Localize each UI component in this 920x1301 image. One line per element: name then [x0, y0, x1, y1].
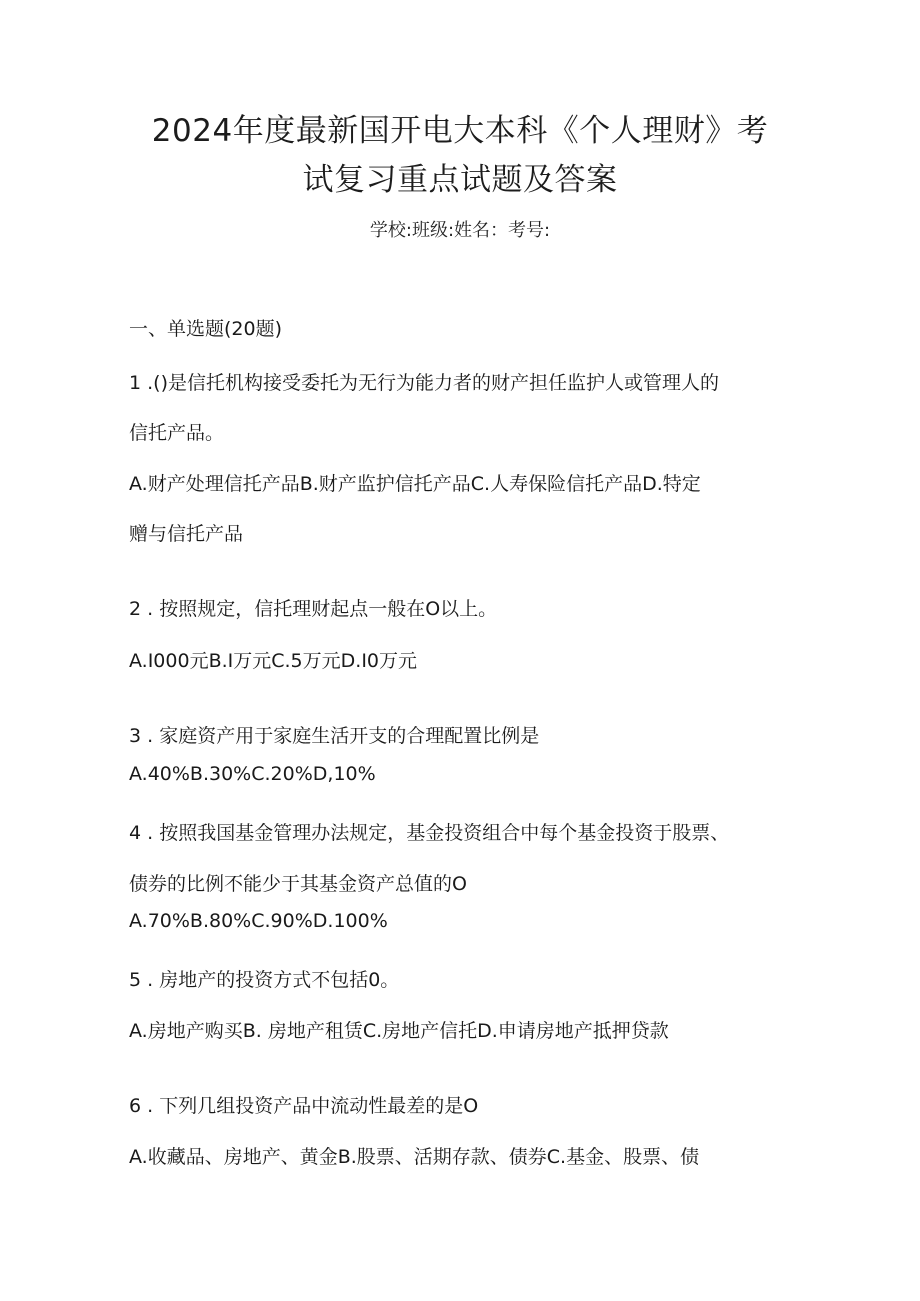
question-1-options-line-2: 赠与信托产品 [129, 523, 244, 545]
question-2-options: A.I000元B.I万元C.5万元D.I0万元 [129, 650, 418, 672]
question-3-options: A.40%B.30%C.20%D,10% [129, 763, 376, 785]
question-2-stem: 2 . 按照规定，信托理财起点一般在O以上。 [129, 598, 498, 620]
document-title-line-2: 试复习重点试题及答案 [302, 162, 618, 198]
student-info-line: 学校:班级:姓名：考号: [369, 220, 551, 241]
document-title-line-1: 2024年度最新国开电大本科《个人理财》考 [151, 113, 769, 149]
question-4-stem-line-2: 债券的比例不能少于其基金资产总值的O [129, 873, 467, 895]
question-6-options-line-1: A.收藏品、房地产、黄金B.股票、活期存款、债券C.基金、股票、债 [129, 1146, 700, 1168]
question-1-stem-line-2: 信托产品。 [129, 422, 225, 444]
question-4-stem-line-1: 4 . 按照我国基金管理办法规定，基金投资组合中每个基金投资于股票、 [129, 822, 730, 844]
question-6-stem: 6 . 下列几组投资产品中流动性最差的是O [129, 1095, 479, 1117]
question-1-stem-line-1: 1 .()是信托机构接受委托为无行为能力者的财产担任监护人或管理人的 [129, 372, 719, 394]
question-4-options: A.70%B.80%C.90%D.100% [129, 910, 388, 932]
section-heading: 一、单选题(20题) [129, 318, 283, 340]
question-3-stem: 3 . 家庭资产用于家庭生活开支的合理配置比例是 [129, 725, 540, 747]
question-5-stem: 5 . 房地产的投资方式不包括0。 [129, 969, 400, 991]
question-1-options-line-1: A.财产处理信托产品B.财产监护信托产品C.人寿保险信托产品D.特定 [129, 473, 701, 495]
question-5-options: A.房地产购买B. 房地产租赁C.房地产信托D.申请房地产抵押贷款 [129, 1020, 669, 1042]
